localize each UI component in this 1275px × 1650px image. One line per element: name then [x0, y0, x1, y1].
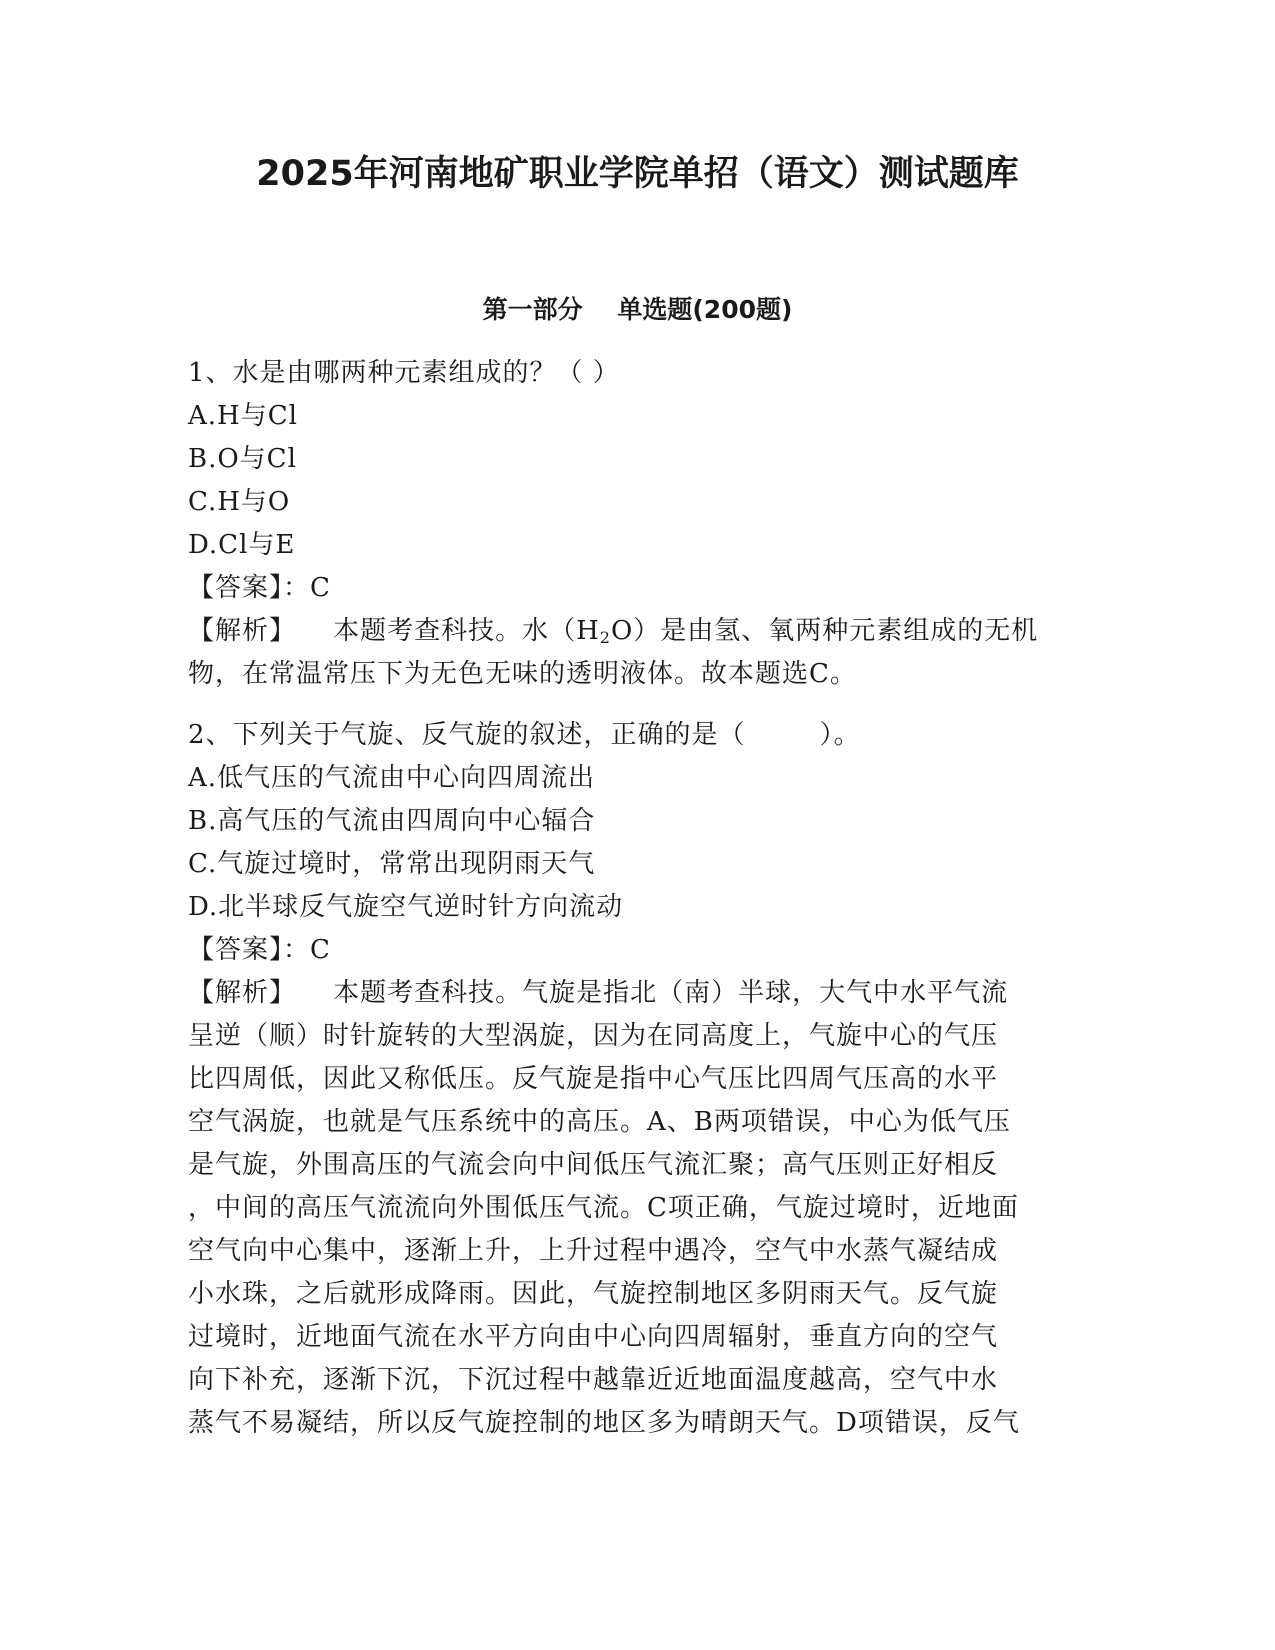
question-2-analysis-line-9: 过境时，近地面气流在水平方向由中心向四周辐射，垂直方向的空气 [188, 1322, 999, 1352]
question-2-analysis-line-11: 蒸气不易凝结，所以反气旋控制的地区多为晴朗天气。D项错误，反气 [188, 1408, 1020, 1438]
analysis-subscript: 2 [599, 628, 611, 647]
question-2-analysis-line-8: 小水珠，之后就形成降雨。因此，气旋控制地区多阴雨天气。反气旋 [188, 1279, 999, 1309]
document-title: 2025年河南地矿职业学院单招（语文）测试题库 [256, 154, 1019, 194]
answer-label: 【答案】： [188, 935, 311, 965]
question-1-answer [188, 567, 1088, 610]
question-2-analysis-line-2: 呈逆（顺）时针旋转的大型涡旋，因为在同高度上，气旋中心的气压 [188, 1021, 999, 1051]
answer-value: C [310, 573, 331, 603]
question-2-analysis-line-6: ，中间的高压气流流向外围低压气流。C项正确，气旋过境时，近地面 [188, 1193, 1019, 1223]
analysis-label: 【解析】 [188, 978, 297, 1008]
question-2-option-c: C.气旋过境时，常常出现阴雨天气 [188, 849, 596, 879]
analysis-first: 本题考查科技。气旋是指北（南）半球，大气中水平气流 [296, 978, 1009, 1008]
question-1-analysis-line-1 [188, 610, 1088, 653]
question-2-option-a: A.低气压的气流由中心向四周流出 [188, 763, 596, 793]
question-2 [188, 714, 1088, 1445]
question-1 [188, 352, 1088, 696]
question-2-analysis-line-3: 比四周低，因此又称低压。反气旋是指中心气压比四周气压高的水平 [188, 1064, 999, 1094]
question-2-analysis-line-10: 向下补充，逐渐下沉，下沉过程中越靠近近地面温度越高，空气中水 [188, 1365, 999, 1395]
question-2-analysis-line-7: 空气向中心集中，逐渐上升，上升过程中遇冷，空气中水蒸气凝结成 [188, 1236, 999, 1266]
analysis-label: 【解析】 [188, 616, 297, 646]
question-2-option-b: B.高气压的气流由四周向中心辐合 [188, 806, 596, 836]
question-2-analysis-line-4: 空气涡旋，也就是气压系统中的高压。A、B两项错误，中心为低气压 [188, 1107, 1011, 1137]
question-2-stem: 2、下列关于气旋、反气旋的叙述，正确的是（ ）。 [188, 720, 861, 750]
question-1-stem: 1、水是由哪两种元素组成的？（ ） [188, 358, 620, 388]
question-gap [188, 696, 1088, 714]
question-2-analysis-line-1 [188, 972, 1088, 1015]
question-1-option-c: C.H与O [188, 487, 291, 517]
analysis-suffix: O）是由氢、氧两种元素组成的无机 [610, 616, 1039, 646]
answer-label: 【答案】： [188, 573, 311, 603]
section-title: 第一部分 单选题(200题) [482, 295, 793, 324]
question-1-option-d: D.Cl与E [188, 530, 296, 560]
question-list [188, 352, 1088, 1445]
question-2-answer [188, 929, 1088, 972]
question-2-option-d: D.北半球反气旋空气逆时针方向流动 [188, 892, 624, 922]
analysis-prefix: 本题考查科技。水（H [296, 616, 600, 646]
question-1-option-b: B.O与Cl [188, 444, 297, 474]
question-1-option-a: A.H与Cl [188, 401, 298, 431]
question-1-analysis-line-2: 物，在常温常压下为无色无味的透明液体。故本题选C。 [188, 659, 857, 689]
question-2-analysis-line-5: 是气旋，外围高压的气流会向中间低压气流汇聚；高气压则正好相反 [188, 1150, 999, 1180]
answer-value: C [310, 935, 331, 965]
